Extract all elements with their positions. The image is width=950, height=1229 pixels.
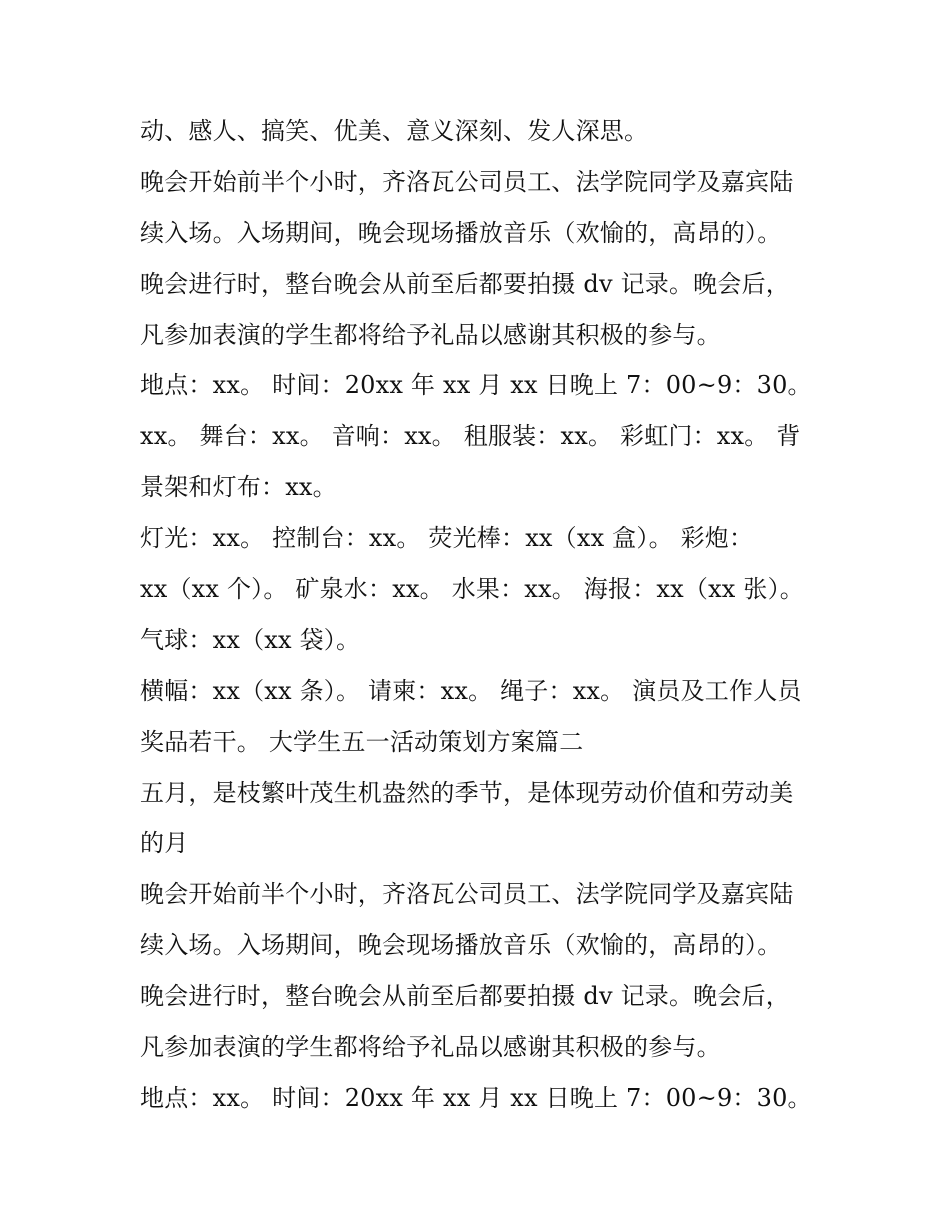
text-line: 奖品若干。 大学生五一活动策划方案篇二 [140, 727, 584, 756]
text-line: 地点：xx。 时间：20xx 年 xx 月 xx 日晚上 7：00~9：30。 [140, 1083, 812, 1112]
text-line: 晚会开始前半个小时，齐洛瓦公司员工、法学院同学及嘉宾陆 [140, 167, 794, 196]
text-line: 地点：xx。 时间：20xx 年 xx 月 xx 日晚上 7：00~9：30。 [140, 371, 812, 400]
text-line: 横幅：xx（xx 条）。 请柬：xx。 绳子：xx。 演员及工作人员 [140, 676, 802, 705]
text-line: xx（xx 个）。 矿泉水：xx。 水果：xx。 海报：xx（xx 张）。 [140, 575, 804, 604]
text-line: 凡参加表演的学生都将给予礼品以感谢其积极的参与。 [140, 320, 721, 349]
text-line: 凡参加表演的学生都将给予礼品以感谢其积极的参与。 [140, 1033, 721, 1062]
text-line: 续入场。入场期间，晚会现场播放音乐（欢愉的，高昂的）。 [140, 218, 782, 247]
text-line: xx。 舞台：xx。 音响：xx。 租服装：xx。 彩虹门：xx。 背 [140, 422, 801, 451]
text-line: 灯光：xx。 控制台：xx。 荧光棒：xx（xx 盒）。 彩炮： [140, 524, 754, 553]
text-line: 续入场。入场期间，晚会现场播放音乐（欢愉的，高昂的）。 [140, 931, 782, 960]
text-line: 五月，是枝繁叶茂生机盎然的季节，是体现劳动价值和劳动美 [140, 778, 794, 807]
text-line: 晚会开始前半个小时，齐洛瓦公司员工、法学院同学及嘉宾陆 [140, 880, 794, 909]
text-line: 晚会进行时，整台晚会从前至后都要拍摄 dv 记录。晚会后， [140, 269, 790, 298]
text-line: 晚会进行时，整台晚会从前至后都要拍摄 dv 记录。晚会后， [140, 982, 790, 1011]
text-line: 景架和灯布：xx。 [140, 473, 337, 502]
text-line: 动、感人、搞笑、优美、意义深刻、发人深思。 [140, 117, 649, 145]
text-line: 气球：xx（xx 袋）。 [140, 625, 361, 654]
document-body [140, 106, 820, 1124]
text-line: 的月 [140, 829, 189, 858]
